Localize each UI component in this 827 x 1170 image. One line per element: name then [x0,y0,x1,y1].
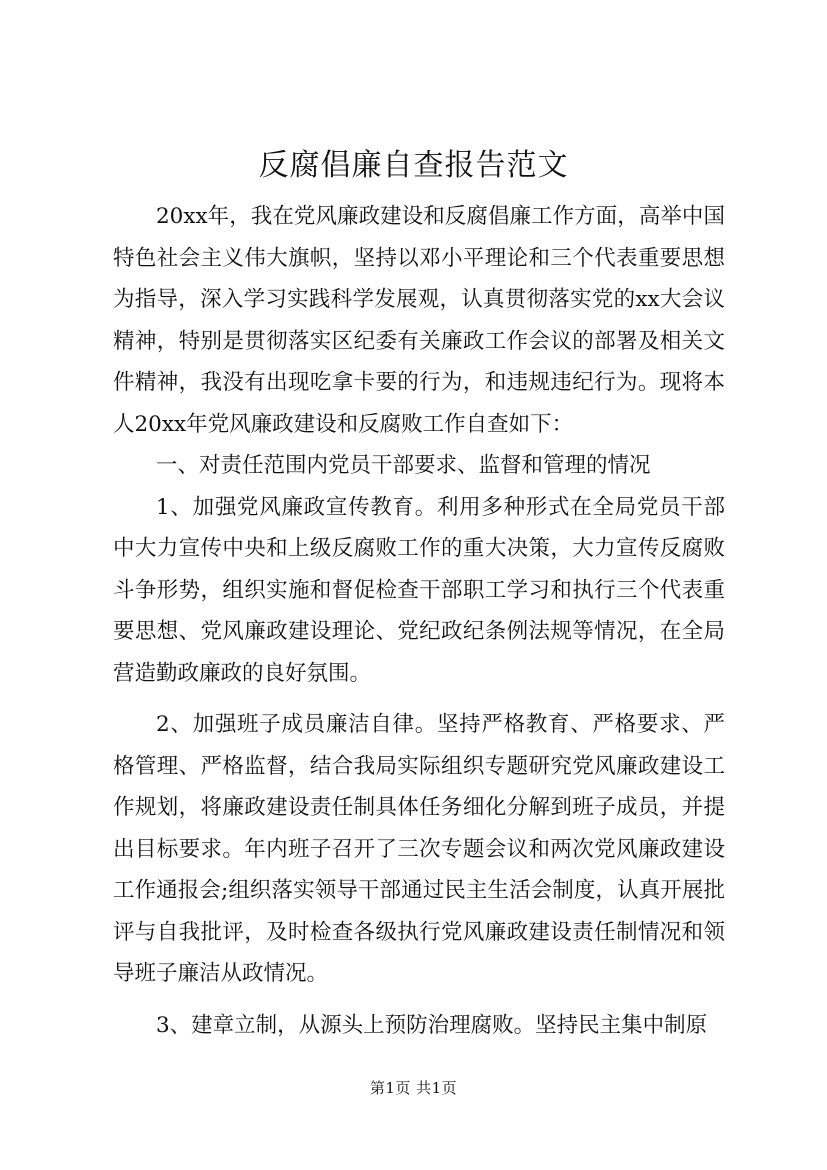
paragraph-item-3: 3、建章立制，从源头上预防治理腐败。坚持民主集中制原 [156,1012,708,1038]
page-footer: 第1页 共1页 [369,1079,458,1097]
section-heading-1: 一、对责任范围内党员干部要求、监督和管理的情况 [156,453,651,478]
paragraph-item-2: 2、加强班子成员廉洁自律。坚持严格教育、严格要求、严格管理、严格监督，结合我局实际组织专题研究党风廉政建设工作规划，将廉政建设责任制具体任务细化分解到班子成员，并提出目标要求。年内班子召开了三次专题会议和两次党风廉政建设工作通报会;组织落实领导干部通过民主生活会制度，认真开展批评与自我批评，及时检查各级执行党风廉政建设责任制情况和领导班子廉洁从政情况。 [113,712,725,986]
document-title: 反腐倡廉自查报告范文 [258,148,569,183]
paragraph-item-1: 1、加强党风廉政宣传教育。利用多种形式在全局党员干部中大力宣传中央和上级反腐败工作的重大决策，大力宣传反腐败斗争形势，组织实施和督促检查干部职工学习和执行三个代表重要思想、党风廉政建设理论、党纪政纪条例法规等情况，在全局营造勤政廉政的良好氛围。 [113,494,725,686]
paragraph-intro: 20xx年，我在党风廉政建设和反腐倡廉工作方面，高举中国特色社会主义伟大旗帜，坚持以邓小平理论和三个代表重要思想为指导，深入学习实践科学发展观，认真贯彻落实党的xx大会议精神，特别是贯彻落实区纪委有关廉政工作会议的部署及相关文件精神，我没有出现吃拿卡要的行为，和违规违纪行为。现将本人20xx年党风廉政建设和反腐败工作自查如下： [113,204,725,437]
document-body [113,196,725,1056]
